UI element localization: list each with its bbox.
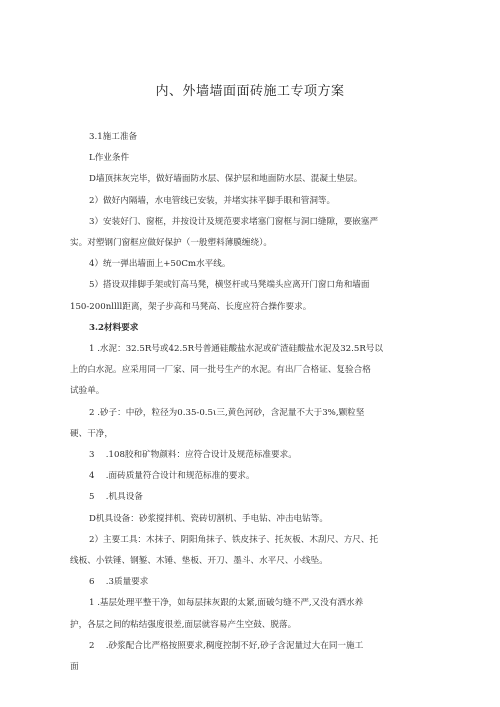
text-line: 4 .面砖质量符合设计和规范标准的要求。 <box>89 471 255 482</box>
text-line: 硬、干净， <box>70 428 113 439</box>
text-line: 2）主要工具：木抹子、阴阳角抹子、铁皮抹子、托灰板、木刮尺、方尺、托 <box>89 534 379 545</box>
text-line: 1 .基层处理平整干净，如每层抹灰跟的太紧,面破匀缝不严,又没有洒水养 <box>89 598 364 609</box>
text-line: 2）做好内隔墙，水电管线已安装，并堵实抹平脚手眼和管洞等。 <box>89 195 336 206</box>
text-line: 3 .108胶和矿物颜料：应符合设计及规范标准要求。 <box>89 450 297 461</box>
text-line: 4）统一弹出墙面上+50Cm水平线。 <box>89 259 231 270</box>
text-line: 5 .机具设备 <box>89 492 143 503</box>
text-line: 6 .3质量要求 <box>89 577 149 588</box>
text-line: 3）安装好门、窗框，并按设计及规范要求堵塞门窗框与洞口缝隙，要嵌塞严 <box>89 216 379 227</box>
text-line: 2 .砂子：中砂，粒径为0.35-0.5ι三,黄色河砂，含泥量不大于3%,颗粒坚 <box>89 407 365 418</box>
text-line: 3.1施工准备 <box>89 132 138 142</box>
text-line: 3.2材料要求 <box>89 322 139 333</box>
text-line: 5）搭设双排脚手架或钉高马凳，横竖杆或马凳端头应离开门窗口角和墙面 <box>89 280 370 291</box>
text-line: 1 .水泥：32.5R号或42.5R号普通硅酸盐水泥或矿渣硅酸盐水泥及32.5R号以 <box>89 344 383 355</box>
text-line: 线板、小铁锤、钢錾、木锤、垫板、开刀、墨斗、水平尺、小线坠。 <box>70 556 328 567</box>
text-line: 实。对塑钢门窗框应做好保护（一般塑料薄膜缠绕）。 <box>70 238 272 249</box>
document-title: 内、外墙墙面面砖施工专项方案 <box>155 84 345 99</box>
text-line: 150-200nllll距离，架子步高和马凳高、长度应符合操作要求。 <box>70 301 312 312</box>
text-line: 面 <box>70 662 79 673</box>
text-line: 上的白水泥。应采用同一厂家、同一批号生产的水泥。有出厂合格证、复验合格 <box>70 365 371 376</box>
text-line: 试验单。 <box>70 386 105 397</box>
text-line: 护，各层之间的粘结强度很差,面层就容易产生空鼓、脱落。 <box>70 619 297 630</box>
document-body <box>70 127 442 678</box>
text-line: 2 .砂浆配合比严格按照要求,稠度控制不好,砂子含泥量过大在同一施工 <box>89 640 364 651</box>
text-line: L作业条件 <box>89 153 130 164</box>
text-line: D墙顶抹灰完毕，做好墙面防水层、保护层和地面防水层、混凝土垫层。 <box>89 174 363 185</box>
text-line: D机具设备：砂浆搅拌机、瓷砖切割机、手电钻、冲击电钻等。 <box>89 513 328 524</box>
